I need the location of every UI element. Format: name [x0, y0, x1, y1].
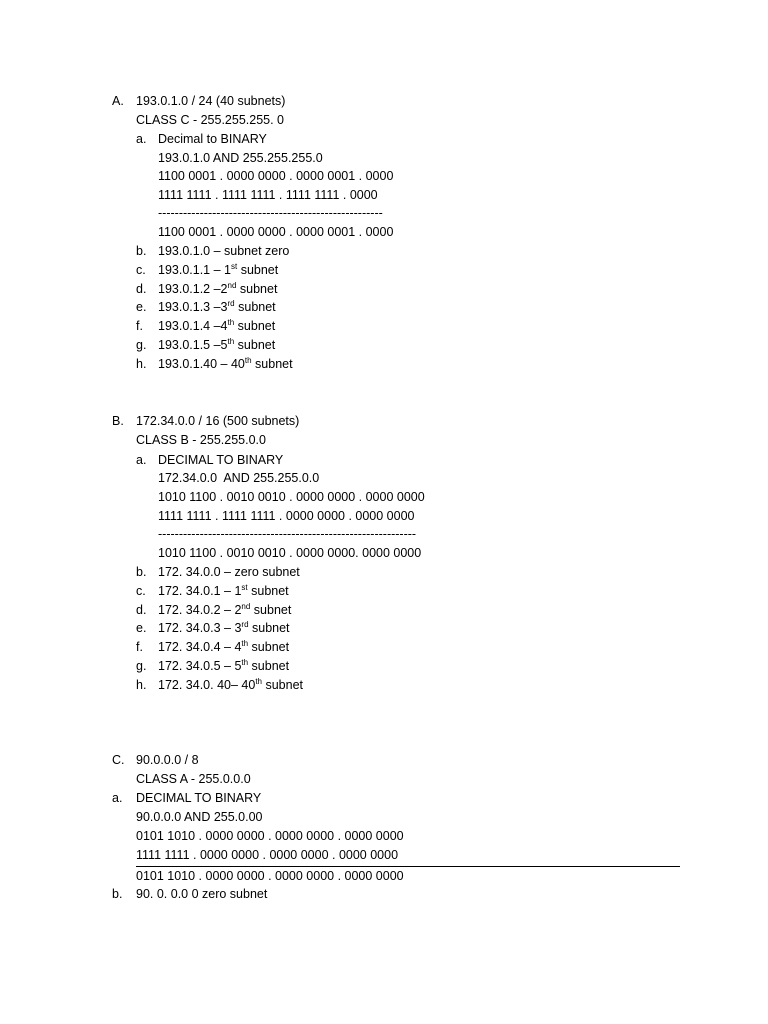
section-a-title: 193.0.1.0 / 24 (40 subnets)	[136, 94, 286, 108]
section-a-item-a-marker: a.	[136, 132, 147, 146]
item-text-suffix: subnet	[236, 281, 278, 296]
item-text-main: 172. 34.0.1 – 1	[158, 583, 242, 598]
item-text-main: 172. 34.0.0 – zero subnet	[158, 565, 300, 579]
section-b-binary-address: 1010 1100 . 0010 0010 . 0000 0000 . 0000 0000	[158, 490, 425, 504]
section-a-and-line: 193.0.1.0 AND 255.255.255.0	[158, 151, 323, 165]
item-text-main: 193.0.1.0 – subnet zero	[158, 244, 290, 258]
item-text-main: 193.0.1.5 –5	[158, 338, 228, 352]
section-c-binary-result: 0101 1010 . 0000 0000 . 0000 0000 . 0000 0000	[136, 869, 404, 883]
item-text-main: 193.0.1.40 – 40	[158, 356, 245, 371]
section-b-item-marker: g.	[136, 659, 147, 673]
section-c-and-line: 90.0.0.0 AND 255.0.00	[136, 810, 263, 824]
section-c-separator-line	[136, 866, 680, 867]
item-text-main: 172. 34.0.3 – 3	[158, 621, 242, 636]
ordinal-suffix: nd	[241, 601, 251, 611]
section-a-item-text	[158, 356, 293, 372]
item-text-suffix: subnet	[251, 356, 293, 371]
section-b-binary-mask: 1111 1111 . 1111 1111 . 0000 0000 . 0000 0000	[158, 509, 415, 523]
section-a-item-marker: b.	[136, 244, 147, 258]
ordinal-suffix: th	[244, 355, 252, 365]
section-a-marker: A.	[112, 94, 124, 108]
section-b-marker: B.	[112, 414, 124, 428]
section-c-class: CLASS A - 255.0.0.0	[136, 772, 251, 786]
section-b-item-text	[158, 564, 300, 580]
ordinal-suffix: th	[227, 337, 235, 346]
ordinal-suffix: nd	[227, 280, 237, 290]
section-c-binary-address: 0101 1010 . 0000 0000 . 0000 0000 . 0000 0000	[136, 829, 404, 843]
section-b-title: 172.34.0.0 / 16 (500 subnets)	[136, 414, 300, 428]
section-b-item-marker: e.	[136, 621, 147, 636]
section-a-dash-separator: ------------------------------------------------------	[158, 206, 383, 220]
section-b-item-marker: f.	[136, 640, 143, 655]
ordinal-suffix: st	[230, 261, 238, 271]
section-a-item-marker: g.	[136, 338, 147, 352]
section-b-item-marker: h.	[136, 677, 147, 692]
section-b-item-text	[158, 658, 289, 674]
section-a-item-text	[158, 262, 278, 278]
item-text-main: 193.0.1.4 –4	[158, 319, 228, 334]
section-b-item-marker: d.	[136, 602, 147, 617]
section-a-item-a-title: Decimal to BINARY	[158, 132, 267, 146]
item-text-suffix: subnet	[248, 621, 290, 636]
section-c-item-b-marker: b.	[112, 887, 123, 901]
section-b-and-line: 172.34.0.0 AND 255.255.0.0	[158, 471, 320, 485]
section-a-binary-result: 1100 0001 . 0000 0000 . 0000 0001 . 0000	[158, 225, 394, 239]
item-text-main: 172. 34.0.2 – 2	[158, 602, 242, 617]
section-a-item-text	[158, 318, 275, 334]
section-b-item-marker: c.	[136, 583, 146, 598]
item-text-suffix: subnet	[248, 659, 290, 673]
ordinal-suffix: rd	[241, 620, 249, 630]
section-c-item-a-marker: a.	[112, 791, 123, 805]
section-a-item-text	[158, 243, 289, 259]
ordinal-suffix: th	[227, 318, 235, 328]
ordinal-suffix: rd	[227, 299, 235, 309]
ordinal-suffix: st	[241, 582, 248, 592]
ordinal-suffix: th	[241, 639, 249, 649]
section-a-item-marker: h.	[136, 356, 147, 371]
item-text-suffix: subnet	[237, 262, 279, 277]
section-c-title: 90.0.0.0 / 8	[136, 753, 199, 767]
section-b-item-marker: b.	[136, 565, 147, 579]
section-a-class: CLASS C - 255.255.255. 0	[136, 113, 285, 127]
item-text-main: 172. 34.0.5 – 5	[158, 659, 242, 673]
section-b-item-text	[158, 583, 289, 599]
section-b-item-text	[158, 620, 290, 636]
item-text-main: 193.0.1.1 – 1	[158, 262, 231, 277]
section-b-class: CLASS B - 255.255.0.0	[136, 433, 266, 447]
section-b-binary-result: 1010 1100 . 0010 0010 . 0000 0000. 0000 0000	[158, 546, 422, 560]
item-text-suffix: subnet	[234, 338, 276, 352]
section-c-item-b-text: 90. 0. 0.0 0 zero subnet	[136, 887, 268, 901]
section-a-item-marker: c.	[136, 262, 146, 277]
item-text-main: 193.0.1.2 –2	[158, 281, 228, 296]
section-a-binary-mask: 1111 1111 . 1111 1111 . 1111 1111 . 0000	[158, 188, 378, 202]
item-text-main: 172. 34.0. 40– 40	[158, 677, 256, 692]
item-text-suffix: subnet	[261, 677, 303, 692]
ordinal-suffix: th	[255, 676, 262, 686]
section-c-marker: C.	[112, 753, 125, 767]
section-a-item-text	[158, 337, 275, 353]
item-text-suffix: subnet	[247, 583, 289, 598]
section-b-item-text	[158, 677, 303, 693]
section-a-item-marker: e.	[136, 300, 147, 315]
ordinal-suffix: th	[241, 658, 249, 667]
section-a-item-text	[158, 299, 276, 315]
section-a-item-text	[158, 281, 277, 297]
item-text-suffix: subnet	[250, 602, 292, 617]
item-text-main: 193.0.1.3 –3	[158, 300, 228, 315]
section-c-item-a-title: DECIMAL TO BINARY	[136, 791, 262, 805]
item-text-suffix: subnet	[234, 300, 276, 315]
section-b-dash-separator: --------------------------------------------------------------	[158, 527, 417, 541]
section-b-item-text	[158, 602, 291, 618]
section-a-binary-address: 1100 0001 . 0000 0000 . 0000 0001 . 0000	[158, 169, 394, 183]
section-a-item-marker: d.	[136, 281, 147, 296]
section-b-item-a-title: DECIMAL TO BINARY	[158, 453, 284, 467]
item-text-suffix: subnet	[248, 640, 290, 655]
item-text-main: 172. 34.0.4 – 4	[158, 640, 242, 655]
item-text-suffix: subnet	[234, 319, 276, 334]
section-b-item-text	[158, 639, 289, 655]
section-c-binary-mask: 1111 1111 . 0000 0000 . 0000 0000 . 0000 0000	[136, 848, 399, 862]
section-b-item-a-marker: a.	[136, 453, 147, 467]
section-a-item-marker: f.	[136, 319, 143, 334]
